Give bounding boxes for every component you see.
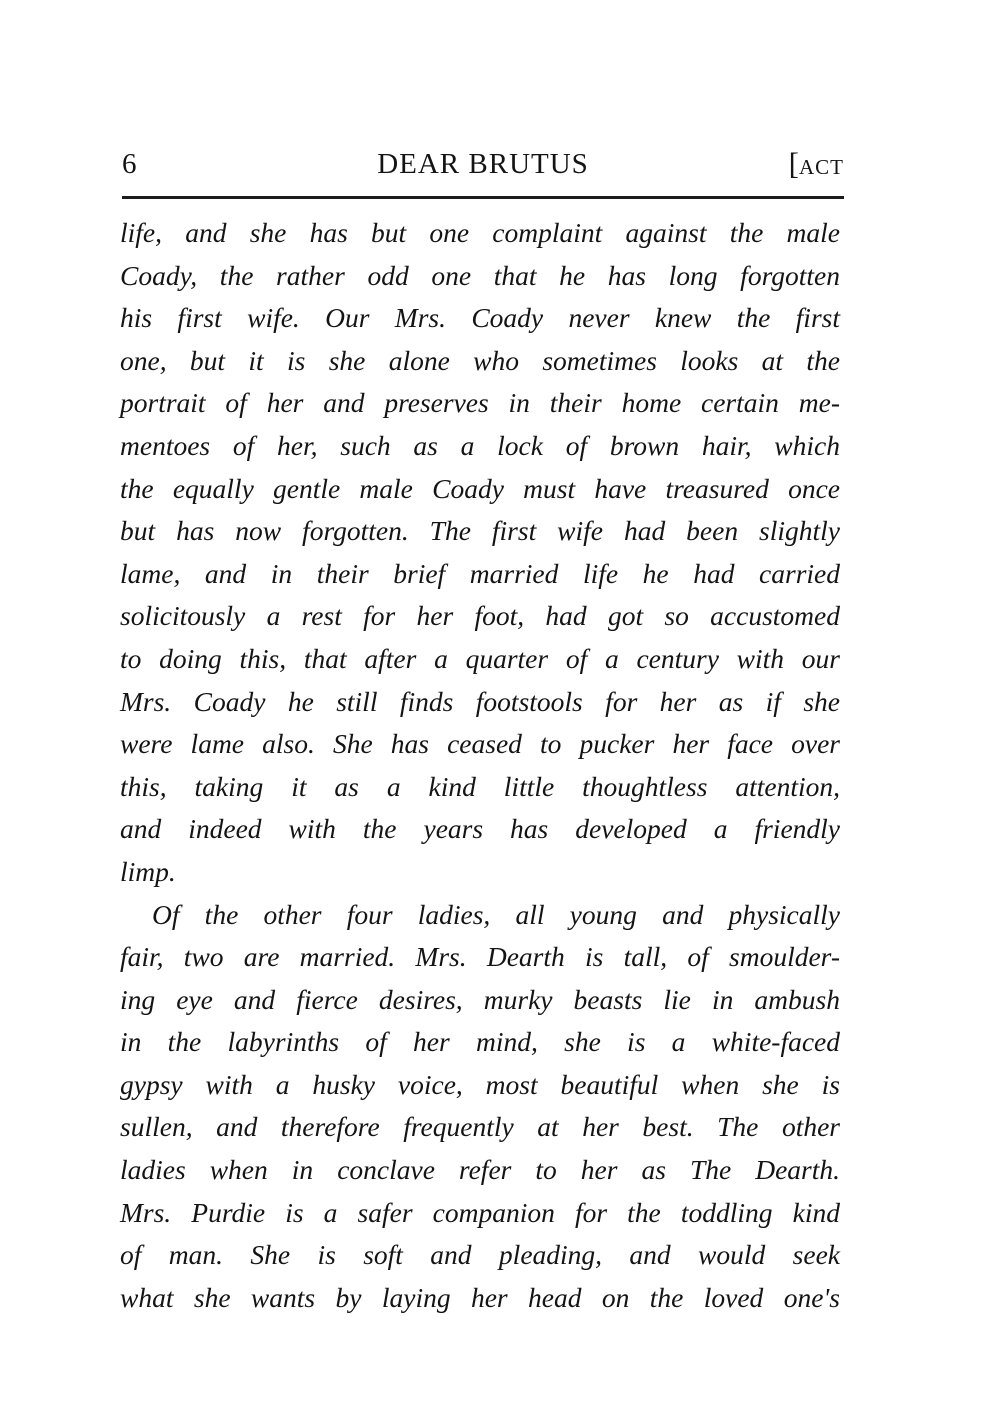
- text-line: Coady, the rather odd one that he has long forgotten: [120, 259, 840, 291]
- text-line: Mrs. Purdie is a safer companion for the toddling kind: [120, 1196, 840, 1228]
- text-line: lame, and in their brief married life he had carried: [120, 557, 840, 589]
- text-line: his first wife. Our Mrs. Coady never knew the first: [120, 302, 840, 334]
- act-marker: [789, 146, 844, 185]
- text-line: to doing this, that after a quarter of a century with our: [120, 642, 840, 674]
- text-line: the equally gentle male Coady must have treasured once: [120, 472, 840, 504]
- text-line: but has now forgotten. The first wife had been slightly: [120, 515, 840, 547]
- text-line: this, taking it as a kind little thoughtless attention,: [120, 770, 840, 802]
- text-line: in the labyrinths of her mind, she is a white-faced: [120, 1026, 840, 1058]
- act-word: ACT: [799, 155, 844, 179]
- paragraph: [120, 212, 840, 894]
- text-line: of man. She is soft and pleading, and would seek: [120, 1239, 840, 1271]
- text-line: solicitously a rest for her foot, had got so accustomed: [120, 600, 840, 632]
- paragraph: [120, 894, 840, 1320]
- text-line: sullen, and therefore frequently at her best. The other: [120, 1111, 840, 1143]
- body-text: [120, 212, 840, 1319]
- running-title: DEAR BRUTUS: [377, 148, 589, 180]
- text-line: limp.: [120, 855, 176, 887]
- text-line: one, but it is she alone who sometimes looks at the: [120, 344, 840, 376]
- text-line: ladies when in conclave refer to her as The Dearth.: [120, 1154, 840, 1186]
- text-line: were lame also. She has ceased to pucker her face over: [120, 728, 840, 760]
- header-rule: [122, 196, 844, 199]
- text-line: mentoes of her, such as a lock of brown hair, which: [120, 429, 840, 461]
- page-number: 6: [122, 148, 137, 180]
- text-line: what she wants by laying her head on the loved one's: [120, 1281, 840, 1313]
- text-line: gypsy with a husky voice, most beautiful when she is: [120, 1068, 840, 1100]
- text-line: fair, two are married. Mrs. Dearth is tall, of smoulder-: [120, 941, 840, 973]
- running-head: [122, 146, 844, 188]
- text-line: Mrs. Coady he still finds footstools for her as if she: [120, 685, 840, 717]
- text-line: ing eye and fierce desires, murky beasts lie in ambush: [120, 983, 840, 1015]
- text-line: portrait of her and preserves in their home certain me-: [120, 387, 840, 419]
- text-line: and indeed with the years has developed a friendly: [120, 813, 840, 845]
- text-line: Of the other four ladies, all young and physically: [152, 898, 840, 930]
- text-line: life, and she has but one complaint against the male: [120, 217, 840, 248]
- act-bracket: [: [788, 146, 799, 181]
